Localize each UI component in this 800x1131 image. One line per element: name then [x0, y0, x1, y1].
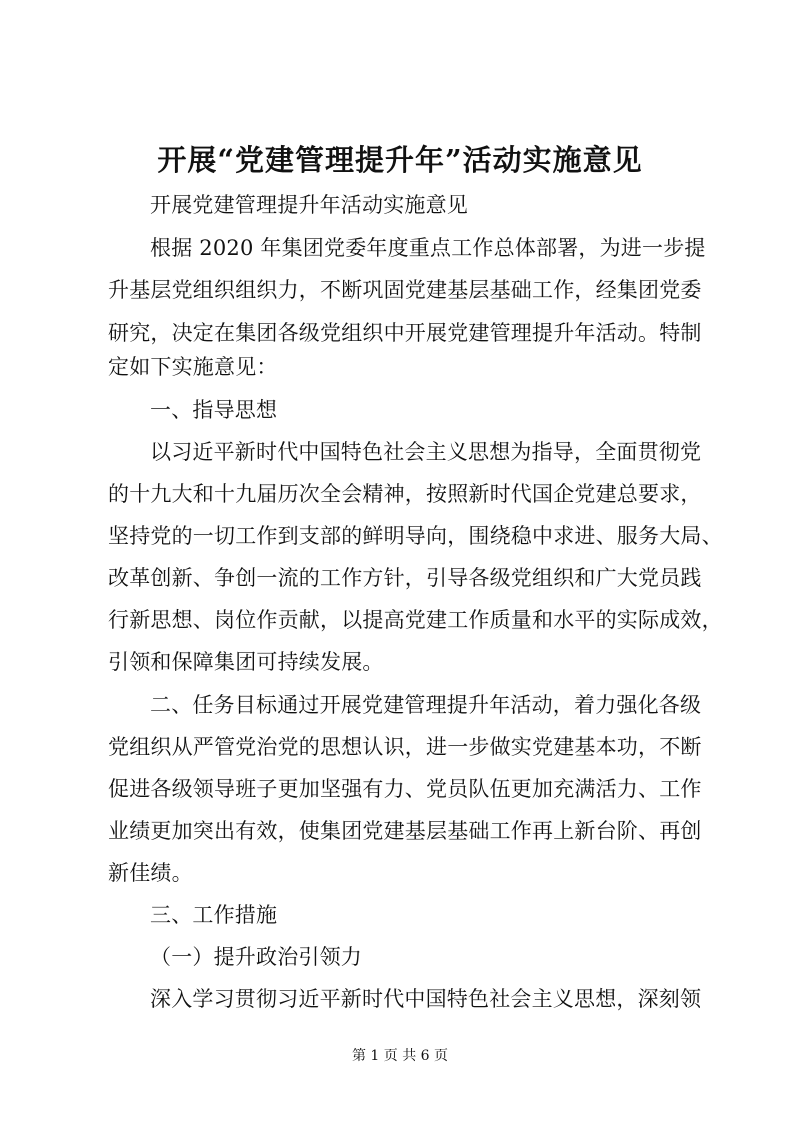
paragraph-line: 以习近平新时代中国特色社会主义思想为指导，全面贯彻党: [150, 440, 702, 464]
section-heading-task-goals: 二、任务目标通过开展党建管理提升年活动，着力强化各级: [150, 693, 702, 717]
page-number-footer: 第 1 页 共 6 页: [351, 1048, 449, 1064]
paragraph-line: 业绩更加突出有效，使集团党建基层基础工作再上新台阶、再创: [108, 819, 702, 843]
subtitle-line: 开展党建管理提升年活动实施意见: [150, 193, 468, 217]
document-title: 开展“党建管理提升年”活动实施意见: [157, 143, 643, 177]
paragraph-line: 研究，决定在集团各级党组织中开展党建管理提升年活动。特制: [108, 321, 702, 345]
paragraph-line: 新佳绩。: [108, 861, 193, 885]
paragraph-line: 党组织从严管党治党的思想认识，进一步做实党建基本功，不断: [108, 735, 702, 759]
paragraph-line: 引领和保障集团可持续发展。: [108, 650, 384, 674]
paragraph-line: 坚持党的一切工作到支部的鲜明导向，围绕稳中求进、服务大局、: [108, 524, 723, 548]
paragraph-line: 改革创新、争创一流的工作方针，引导各级党组织和广大党员践: [108, 566, 702, 590]
paragraph-line: 行新思想、岗位作贡献，以提高党建工作质量和水平的实际成效，: [108, 608, 723, 632]
paragraph-line: 促进各级领导班子更加坚强有力、党员队伍更加充满活力、工作: [108, 777, 702, 801]
paragraph-line: 深入学习贯彻习近平新时代中国特色社会主义思想，深刻领: [150, 987, 702, 1011]
paragraph-line: 定如下实施意见：: [108, 355, 278, 379]
paragraph-line: 的十九大和十九届历次全会精神，按照新时代国企党建总要求，: [108, 482, 702, 506]
subsection-heading: （一）提升政治引领力: [150, 945, 362, 969]
section-heading-guiding-thought: 一、指导思想: [150, 398, 278, 422]
paragraph-line: 升基层党组织组织力，不断巩固党建基层基础工作，经集团党委: [108, 278, 702, 302]
paragraph-line: 根据 2020 年集团党委年度重点工作总体部署，为进一步提: [150, 236, 706, 260]
section-heading-work-measures: 三、工作措施: [150, 903, 278, 927]
